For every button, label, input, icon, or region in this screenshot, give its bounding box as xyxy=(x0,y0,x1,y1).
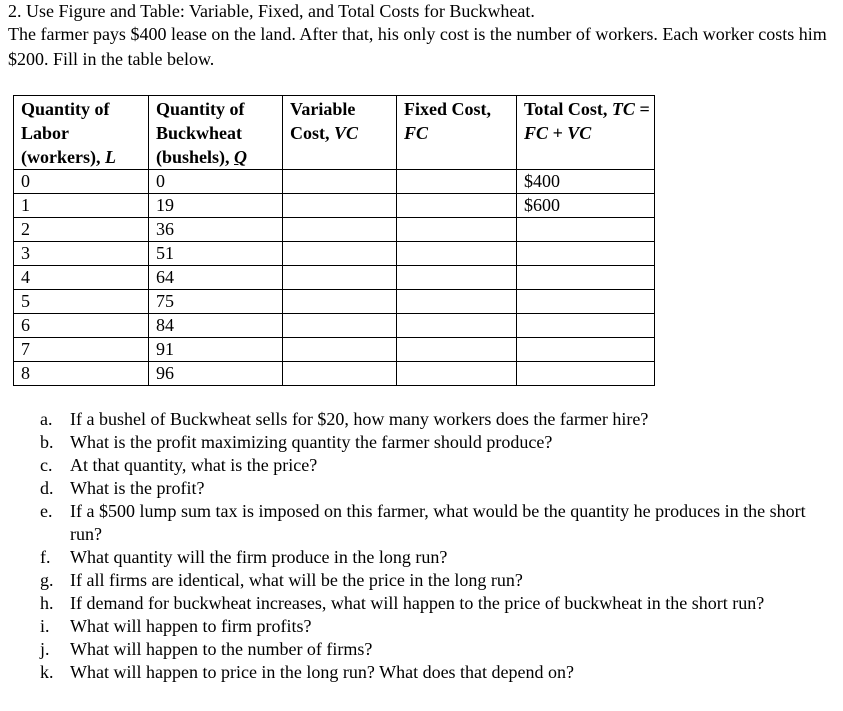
question-item xyxy=(40,454,830,477)
header-total-cost: Total Cost, TC = FC + VC xyxy=(517,96,655,170)
labor-cell: 1 xyxy=(14,194,149,218)
header-output: Quantity of Buckwheat (bushels), Q xyxy=(149,96,283,170)
question-marker: g. xyxy=(40,570,54,590)
question-text: What will happen to price in the long run? What does that depend on? xyxy=(70,662,575,682)
question-list xyxy=(40,408,830,684)
question-item xyxy=(40,569,830,592)
header-variable-cost: Variable Cost, VC xyxy=(283,96,397,170)
question-text: If a bushel of Buckwheat sells for $20, how many workers does the farmer hire? xyxy=(70,409,649,429)
problem-intro: The farmer pays $400 lease on the land. After that, his only cost is the number of workers. Each worker costs him $200. Fill in the table below. xyxy=(8,24,827,69)
labor-cell: 6 xyxy=(14,314,149,338)
output-cell: 51 xyxy=(149,242,283,266)
labor-cell: 5 xyxy=(14,290,149,314)
fixed-cost-cell[interactable] xyxy=(397,314,517,338)
question-item xyxy=(40,477,830,500)
question-marker: b. xyxy=(40,432,54,452)
fixed-cost-cell[interactable] xyxy=(397,338,517,362)
variable-cost-cell[interactable] xyxy=(283,218,397,242)
labor-cell: 4 xyxy=(14,266,149,290)
variable-cost-cell[interactable] xyxy=(283,170,397,194)
cost-table xyxy=(13,95,655,386)
question-marker: j. xyxy=(40,639,50,659)
question-marker: h. xyxy=(40,593,54,613)
question-marker: d. xyxy=(40,478,54,498)
question-item xyxy=(40,408,830,431)
question-marker: a. xyxy=(40,409,53,429)
question-item xyxy=(40,500,830,546)
question-item xyxy=(40,546,830,569)
labor-cell: 2 xyxy=(14,218,149,242)
question-item xyxy=(40,592,830,615)
fixed-cost-cell[interactable] xyxy=(397,170,517,194)
variable-cost-cell[interactable] xyxy=(283,290,397,314)
table-row xyxy=(14,218,655,242)
total-cost-cell[interactable] xyxy=(517,218,655,242)
question-text: If a $500 lump sum tax is imposed on this farmer, what would be the quantity he produces in the short run? xyxy=(70,501,806,544)
variable-cost-cell[interactable] xyxy=(283,314,397,338)
question-marker: e. xyxy=(40,501,53,521)
fixed-cost-cell[interactable] xyxy=(397,362,517,386)
table-row xyxy=(14,194,655,218)
question-item xyxy=(40,431,830,454)
total-cost-cell: $600 xyxy=(517,194,655,218)
question-text: If demand for buckwheat increases, what will happen to the price of buckwheat in the short run? xyxy=(70,593,765,613)
output-cell: 19 xyxy=(149,194,283,218)
output-cell: 75 xyxy=(149,290,283,314)
fixed-cost-cell[interactable] xyxy=(397,242,517,266)
question-item xyxy=(40,615,830,638)
output-cell: 84 xyxy=(149,314,283,338)
question-marker: f. xyxy=(40,547,51,567)
output-cell: 91 xyxy=(149,338,283,362)
variable-cost-cell[interactable] xyxy=(283,266,397,290)
total-cost-cell[interactable] xyxy=(517,242,655,266)
question-text: What is the profit maximizing quantity the farmer should produce? xyxy=(70,432,553,452)
total-cost-cell[interactable] xyxy=(517,266,655,290)
header-fixed-cost: Fixed Cost, FC xyxy=(397,96,517,170)
question-text: At that quantity, what is the price? xyxy=(70,455,318,475)
output-cell: 36 xyxy=(149,218,283,242)
question-text: What will happen to firm profits? xyxy=(70,616,312,636)
fixed-cost-cell[interactable] xyxy=(397,218,517,242)
header-labor: Quantity of Labor (workers), L xyxy=(14,96,149,170)
total-cost-cell: $400 xyxy=(517,170,655,194)
variable-cost-cell[interactable] xyxy=(283,338,397,362)
question-text: If all firms are identical, what will be the price in the long run? xyxy=(70,570,523,590)
total-cost-cell[interactable] xyxy=(517,338,655,362)
total-cost-cell[interactable] xyxy=(517,362,655,386)
total-cost-cell[interactable] xyxy=(517,314,655,338)
table-header-row xyxy=(14,96,655,170)
output-cell: 0 xyxy=(149,170,283,194)
fixed-cost-cell[interactable] xyxy=(397,290,517,314)
table-row xyxy=(14,266,655,290)
labor-cell: 0 xyxy=(14,170,149,194)
variable-cost-cell[interactable] xyxy=(283,362,397,386)
question-marker: i. xyxy=(40,616,50,636)
question-text: What quantity will the firm produce in the long run? xyxy=(70,547,448,567)
total-cost-cell[interactable] xyxy=(517,290,655,314)
table-row xyxy=(14,362,655,386)
table-row xyxy=(14,170,655,194)
variable-cost-cell[interactable] xyxy=(283,194,397,218)
question-item xyxy=(40,638,830,661)
fixed-cost-cell[interactable] xyxy=(397,266,517,290)
table-row xyxy=(14,290,655,314)
question-marker: c. xyxy=(40,455,53,475)
table-row xyxy=(14,338,655,362)
labor-cell: 8 xyxy=(14,362,149,386)
variable-cost-cell[interactable] xyxy=(283,242,397,266)
problem-heading: 2. Use Figure and Table: Variable, Fixed, and Total Costs for Buckwheat. xyxy=(8,1,535,21)
labor-cell: 3 xyxy=(14,242,149,266)
output-cell: 96 xyxy=(149,362,283,386)
question-text: What is the profit? xyxy=(70,478,205,498)
labor-cell: 7 xyxy=(14,338,149,362)
output-cell: 64 xyxy=(149,266,283,290)
question-text: What will happen to the number of firms? xyxy=(70,639,373,659)
table-row xyxy=(14,242,655,266)
fixed-cost-cell[interactable] xyxy=(397,194,517,218)
table-row xyxy=(14,314,655,338)
question-item xyxy=(40,661,830,684)
question-marker: k. xyxy=(40,662,54,682)
